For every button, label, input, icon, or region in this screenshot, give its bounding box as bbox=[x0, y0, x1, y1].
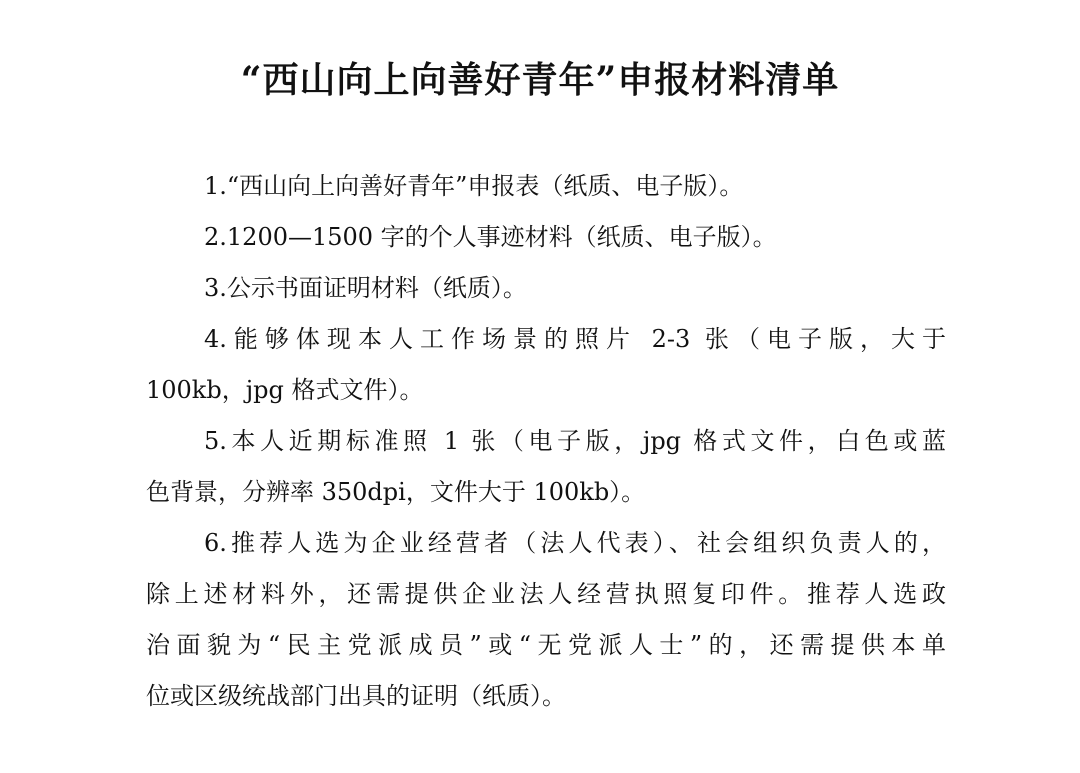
list-item-line: 6.推荐人选为企业经营者（法人代表）、社会组织负责人的， bbox=[204, 529, 946, 557]
list-item-1 bbox=[146, 161, 946, 212]
list-item-line: 5.本人近期标准照 1 张（电子版，jpg 格式文件，白色或蓝 bbox=[204, 427, 946, 455]
list-item-line: 3.公示书面证明材料（纸质）。 bbox=[204, 274, 527, 302]
list-item-5 bbox=[146, 416, 946, 518]
list-item-line: 色背景，分辨率 350dpi，文件大于 100kb）。 bbox=[146, 478, 646, 506]
list-item-3 bbox=[146, 263, 946, 314]
list-item-line: 100kb，jpg 格式文件）。 bbox=[146, 376, 424, 404]
list-item-4 bbox=[146, 314, 946, 416]
list-item-6 bbox=[146, 518, 946, 722]
list-item-line: 4.能够体现本人工作场景的照片 2-3 张（电子版，大于 bbox=[204, 325, 946, 353]
list-item-line: 治面貌为“民主党派成员”或“无党派人士”的，还需提供本单 bbox=[146, 631, 946, 659]
document-title: “西山向上向善好青年”申报材料清单 bbox=[240, 59, 840, 101]
list-item-2 bbox=[146, 212, 946, 263]
list-item-line: 位或区级统战部门出具的证明（纸质）。 bbox=[146, 682, 566, 710]
list-item-line: 1.“西山向上向善好青年”申报表（纸质、电子版）。 bbox=[204, 172, 744, 200]
list-item-line: 除上述材料外，还需提供企业法人经营执照复印件。推荐人选政 bbox=[146, 580, 946, 608]
list-item-line: 2.1200—1500 字的个人事迹材料（纸质、电子版）。 bbox=[204, 223, 777, 251]
